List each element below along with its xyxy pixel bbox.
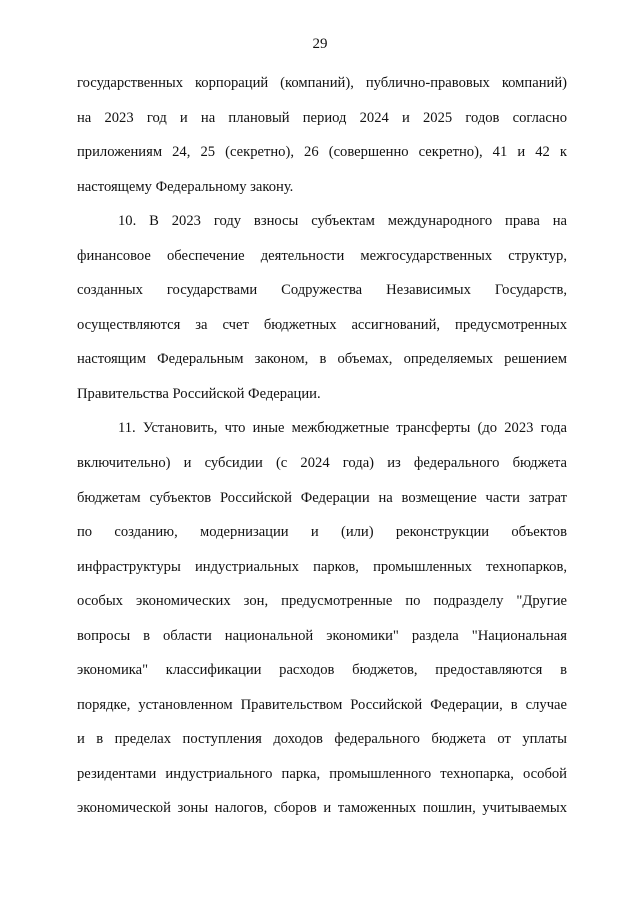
paragraph-11-first-line: 11. Установить, что иные межбюджетные трансферты (до 2023 года <box>118 420 567 437</box>
text-line: Правительства Российской Федерации. <box>77 385 321 402</box>
paragraph-10-first-line: 10. В 2023 году взносы субъектам международного права на <box>118 213 567 230</box>
text-line: и в пределах поступления доходов федерального бюджета от уплаты <box>77 731 567 748</box>
text-line: экономической зоны налогов, сборов и таможенных пошлин, учитываемых <box>77 800 567 817</box>
text-line: особых экономических зон, предусмотренные по подразделу "Другие <box>77 593 567 610</box>
document-body <box>77 66 567 826</box>
text-line: вопросы в области национальной экономики" раздела "Национальная <box>77 627 567 644</box>
text-line: порядке, установленном Правительством Российской Федерации, в случае <box>77 696 567 713</box>
text-line: приложениям 24, 25 (секретно), 26 (совершенно секретно), 41 и 42 к <box>77 144 567 161</box>
text-line: финансовое обеспечение деятельности межгосударственных структур, <box>77 247 567 264</box>
text-line: инфраструктуры индустриальных парков, промышленных технопарков, <box>77 558 567 575</box>
text-line: бюджетам субъектов Российской Федерации на возмещение части затрат <box>77 489 567 506</box>
text-line: государственных корпораций (компаний), публично-правовых компаний) <box>77 75 567 91</box>
text-line: на 2023 год и на плановый период 2024 и 2025 годов согласно <box>77 109 567 126</box>
text-line: осуществляются за счет бюджетных ассигнований, предусмотренных <box>77 316 567 333</box>
page-number: 29 <box>312 36 328 52</box>
text-line: созданных государствами Содружества Независимых Государств, <box>77 282 567 299</box>
text-line: экономика" классификации расходов бюджетов, предоставляются в <box>77 662 567 679</box>
text-line: резидентами индустриального парка, промышленного технопарка, особой <box>77 765 567 782</box>
text-line: включительно) и субсидии (с 2024 года) из федерального бюджета <box>77 455 567 472</box>
text-line: по созданию, модернизации и (или) реконструкции объектов <box>77 524 567 541</box>
text-line: настоящему Федеральному закону. <box>77 178 294 195</box>
text-line: настоящим Федеральным законом, в объемах, определяемых решением <box>77 351 567 368</box>
